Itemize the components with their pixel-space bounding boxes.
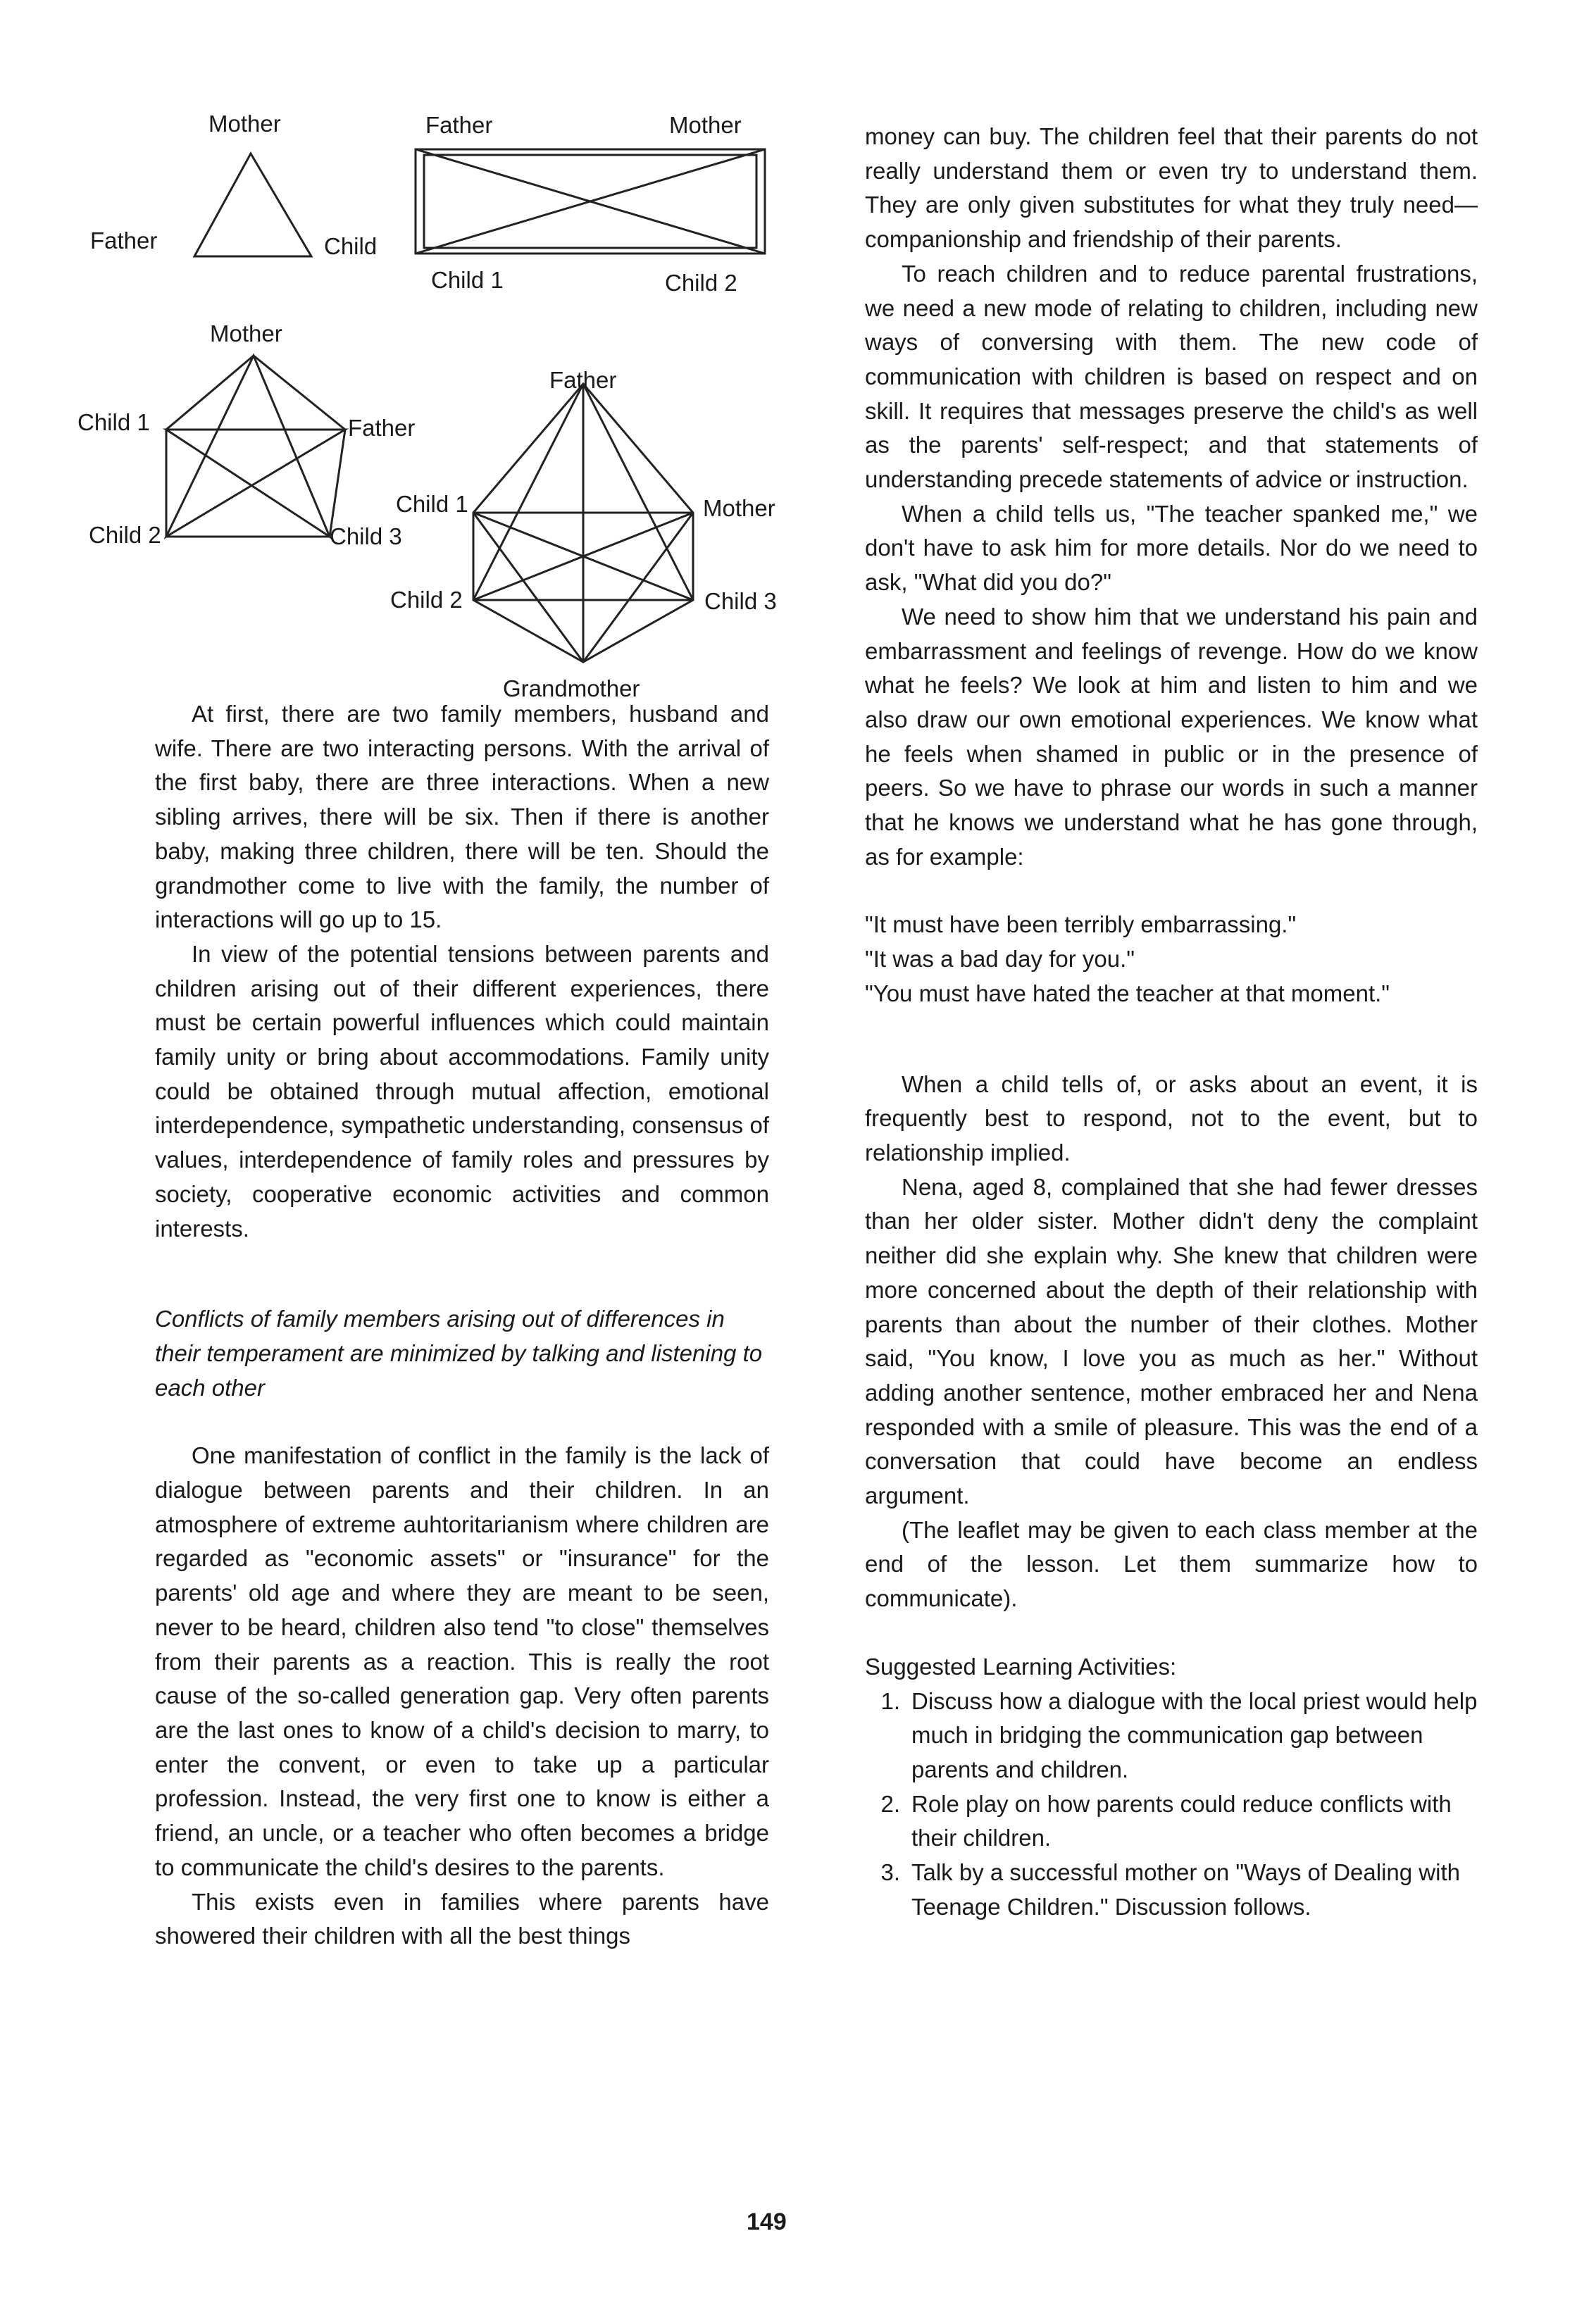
family-interaction-diagrams xyxy=(0,0,810,711)
right-column xyxy=(865,120,1478,1924)
label-rect-child1: Child 1 xyxy=(431,267,504,293)
section-heading: Conflicts of family members arising out of differences in their temperament are minimized by talking and listening to each other xyxy=(155,1306,763,1401)
activity-number: 2. xyxy=(880,1790,900,1817)
spacer xyxy=(865,874,1478,908)
left-paragraph-2: In view of the potential tensions between parents and children arising out of their different experiences, there must be certain powerful influences which could maintain family unity or bring about accommodations. Family unity could be obtained through mutual affection, emotional interdependence, sympathetic understanding, consensus of values, interdependence of family roles and pressures by society, cooperative economic activities and common interests. xyxy=(155,940,769,1242)
spacer xyxy=(155,1405,769,1439)
quote-3: "You must have hated the teacher at that moment." xyxy=(865,980,1390,1006)
label-hex-grandmother: Grandmother xyxy=(503,675,640,701)
activity-item xyxy=(865,1787,1478,1856)
left-paragraph-4: This exists even in families where parents have showered their children with all the best things xyxy=(155,1888,769,1949)
activity-item xyxy=(865,1856,1478,1924)
spacer xyxy=(865,1011,1478,1068)
label-pent-child3: Child 3 xyxy=(330,523,402,549)
activity-number: 3. xyxy=(880,1859,900,1886)
right-paragraph-4: We need to show him that we understand his pain and embarrassment and feelings of revenge. How do we know what he feels? We look at him and listen to him and we also draw our own emotional experiences. We know what he feels when shamed in public or in the presence of peers. So we have to phrase our words in such a manner that he knows we understand what he has gone through, as for example: xyxy=(865,603,1478,870)
right-paragraph-3: When a child tells us, "The teacher spanked me," we don't have to ask him for more details. Nor do we need to ask, "What did you do?" xyxy=(865,500,1478,596)
label-hex-father: Father xyxy=(549,367,617,393)
label-triangle-child: Child xyxy=(324,233,378,259)
activity-item xyxy=(865,1685,1478,1787)
activity-text: Role play on how parents could reduce conflicts with their children. xyxy=(911,1790,1452,1851)
label-triangle-father: Father xyxy=(90,227,158,254)
spacer xyxy=(865,1616,1478,1650)
label-rect-father: Father xyxy=(425,112,493,138)
label-triangle-mother: Mother xyxy=(208,111,281,137)
activity-text: Talk by a successful mother on "Ways of Dealing with Teenage Children." Discussion follows. xyxy=(911,1859,1460,1920)
page-number: 149 xyxy=(747,2209,787,2235)
label-hex-child2: Child 2 xyxy=(390,587,463,613)
right-paragraph-5: When a child tells of, or asks about an event, it is frequently best to respond, not to the event, but to relationship implied. xyxy=(865,1070,1478,1166)
quote-2: "It was a bad day for you." xyxy=(865,946,1135,973)
rectangle-shape xyxy=(416,149,765,254)
left-paragraph-3: One manifestation of conflict in the family is the lack of dialogue between parents and their children. In an atmosphere of extreme auhtoritarianism where children are regarded as "economic assets" or "insurance" for the parents' old age and where they are meant to be seen, never to be heard, children also tend "to close" themselves from their parents as a reaction. This is really the root cause of the so-called generation gap. Very often parents are the last ones to know of a child's decision to marry, to enter the convent, or even to take up a particular profession. Instead, the very first one to know is either a friend, an uncle, or a teacher who often becomes a bridge to communicate the child's desires to the parents. xyxy=(155,1442,769,1880)
right-paragraph-1: money can buy. The children feel that their parents do not really understand them or even try to understand them. They are only given substitutes for what they truly need—companionship and friendship of their parents. xyxy=(865,123,1478,253)
spacer xyxy=(155,1246,769,1302)
label-rect-mother: Mother xyxy=(669,112,742,138)
left-paragraph-1: At first, there are two family members, husband and wife. There are two interacting persons. With the arrival of the first baby, there are three interactions. When a new sibling arrives, there will be six. Then if there is another baby, making three children, there will be ten. Should the grandmother come to live with the family, the number of interactions will go up to 15. xyxy=(155,701,769,933)
label-hex-child1: Child 1 xyxy=(396,491,468,517)
label-pent-child2: Child 2 xyxy=(89,522,161,548)
right-paragraph-2: To reach children and to reduce parental frustrations, we need a new mode of relating to children, including new ways of conversing with them. The new code of communication with children is based on respect and on skill. It requires that messages preserve the child's as well as the parents' self-respect; and that statements of understanding precede statements of advice or instruction. xyxy=(865,260,1478,493)
activity-text: Discuss how a dialogue with the local priest would help much in bridging the communication gap between parents and children. xyxy=(911,1687,1478,1782)
label-pent-child1: Child 1 xyxy=(77,409,150,435)
right-paragraph-7: (The leaflet may be given to each class member at the end of the lesson. Let them summarize how to communicate). xyxy=(865,1516,1478,1612)
right-paragraph-6: Nena, aged 8, complained that she had fewer dresses than her older sister. Mother didn't deny the complaint neither did she explain why. She knew that children were more concerned about the depth of their relationship with parents than about the number of their clothes. Mother said, "You know, I love you as much as her." Without adding another sentence, mother embraced her and Nena responded with a smile of pleasure. This was the end of a conversation that could have become an endless argument. xyxy=(865,1173,1478,1509)
label-rect-child2: Child 2 xyxy=(665,270,737,296)
activities-title: Suggested Learning Activities: xyxy=(865,1653,1177,1680)
left-column xyxy=(155,697,769,1954)
label-hex-child3: Child 3 xyxy=(704,588,777,614)
pentagon-shape xyxy=(166,356,345,537)
quote-1: "It must have been terribly embarrassing." xyxy=(865,911,1297,938)
label-pent-father: Father xyxy=(348,415,416,441)
label-pent-mother: Mother xyxy=(210,320,282,346)
activity-number: 1. xyxy=(880,1687,900,1714)
triangle-shape xyxy=(194,154,311,256)
label-hex-mother: Mother xyxy=(703,495,775,521)
hexagon-shape xyxy=(473,384,693,662)
